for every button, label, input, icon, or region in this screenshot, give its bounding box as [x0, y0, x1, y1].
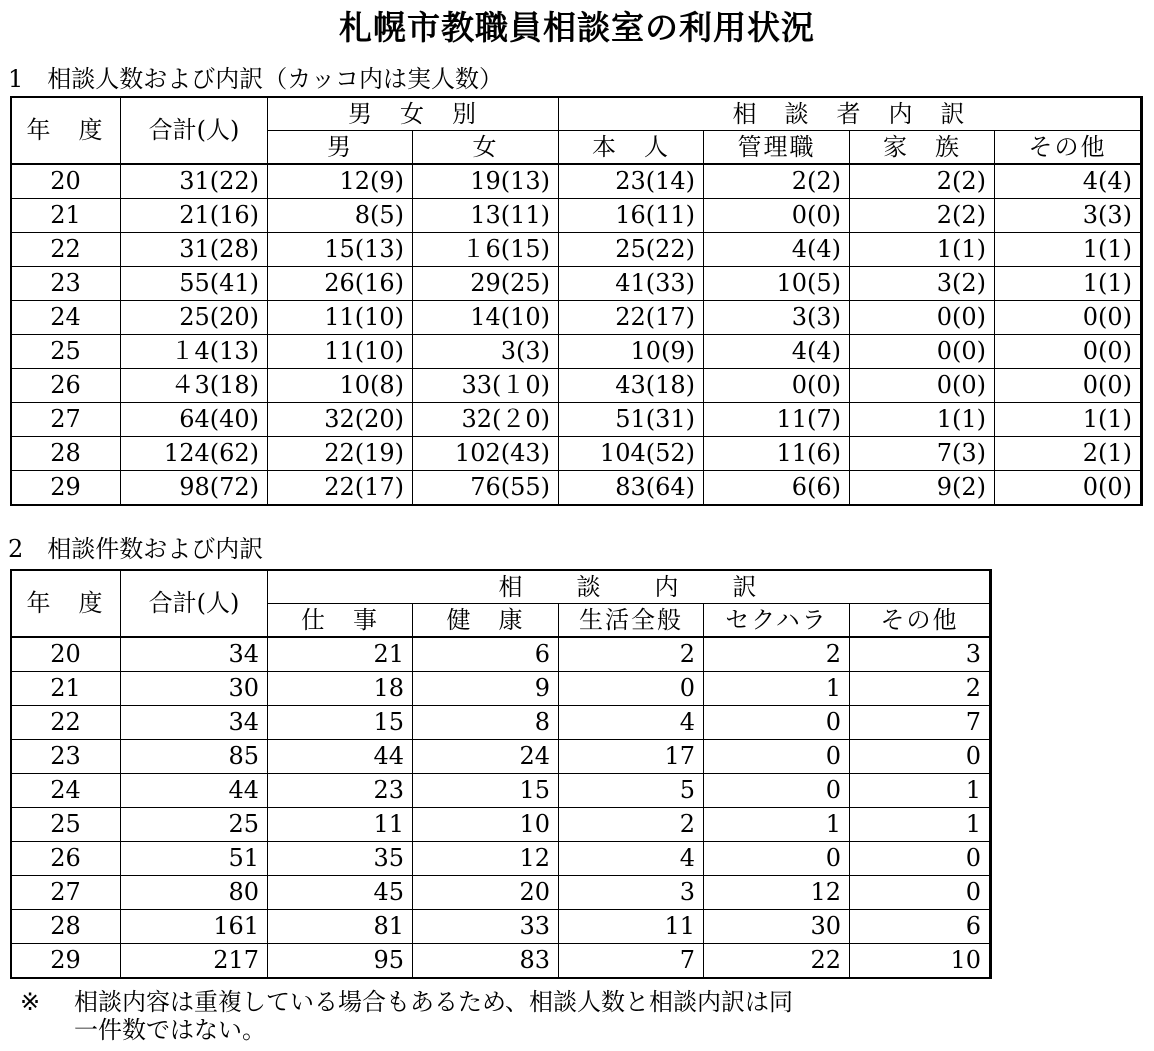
- cell-health: 8: [413, 706, 559, 740]
- consultation-cases-table: [10, 570, 990, 978]
- cell-health: 83: [413, 944, 559, 978]
- consultation-people-table: [10, 97, 1141, 505]
- table-row: [11, 774, 990, 808]
- table-row: [11, 672, 990, 706]
- cell-year: 29: [11, 471, 121, 505]
- cell-year: 20: [11, 637, 121, 672]
- header-gender-group: 男 女 別: [268, 98, 559, 131]
- cell-work: 81: [268, 910, 413, 944]
- cell-life: 4: [559, 842, 704, 876]
- cell-other: 1(1): [995, 267, 1141, 301]
- cell-female: 32(２0): [413, 403, 559, 437]
- cell-year: 25: [11, 808, 121, 842]
- cell-harassment: 30: [704, 910, 850, 944]
- cell-harassment: 1: [704, 808, 850, 842]
- cell-total: ４3(18): [121, 369, 268, 403]
- table-row: [11, 335, 1141, 369]
- cell-life: 2: [559, 637, 704, 672]
- cell-female: 13(11): [413, 199, 559, 233]
- cell-year: 23: [11, 267, 121, 301]
- cell-family: 7(3): [850, 437, 995, 471]
- footnote-mark: ※: [20, 988, 41, 1016]
- table-row: [11, 437, 1141, 471]
- cell-female: 33(１0): [413, 369, 559, 403]
- cell-total: 98(72): [121, 471, 268, 505]
- cell-total: 85: [121, 740, 268, 774]
- cell-year: 28: [11, 437, 121, 471]
- cell-health: 9: [413, 672, 559, 706]
- cell-other: 0(0): [995, 301, 1141, 335]
- cell-year: 29: [11, 944, 121, 978]
- cell-family: 2(2): [850, 199, 995, 233]
- cell-life: 2: [559, 808, 704, 842]
- cell-self: 16(11): [559, 199, 704, 233]
- header-male: 男: [268, 131, 413, 165]
- cell-work: 18: [268, 672, 413, 706]
- cell-total: 55(41): [121, 267, 268, 301]
- header-family: 家 族: [850, 131, 995, 165]
- cell-male: 15(13): [268, 233, 413, 267]
- cell-self: 41(33): [559, 267, 704, 301]
- cell-work: 23: [268, 774, 413, 808]
- cell-manager: 0(0): [704, 199, 850, 233]
- cell-self: 43(18): [559, 369, 704, 403]
- cell-total: 51: [121, 842, 268, 876]
- cell-year: 21: [11, 672, 121, 706]
- cell-total: 80: [121, 876, 268, 910]
- cell-manager: 2(2): [704, 164, 850, 199]
- cell-male: 11(10): [268, 335, 413, 369]
- cell-total: 64(40): [121, 403, 268, 437]
- footnote-line2: 一件数ではない。: [74, 1016, 266, 1044]
- table-row: [11, 944, 990, 978]
- cell-year: 20: [11, 164, 121, 199]
- cell-total: 25(20): [121, 301, 268, 335]
- cell-harassment: 22: [704, 944, 850, 978]
- cell-total: 34: [121, 706, 268, 740]
- cell-male: 8(5): [268, 199, 413, 233]
- cell-male: 22(19): [268, 437, 413, 471]
- cell-life: 3: [559, 876, 704, 910]
- header-harassment: セクハラ: [704, 604, 850, 638]
- cell-other: 1: [850, 774, 990, 808]
- header-self: 本 人: [559, 131, 704, 165]
- cell-total: 21(16): [121, 199, 268, 233]
- cell-harassment: 1: [704, 672, 850, 706]
- cell-other: 10: [850, 944, 990, 978]
- cell-year: 26: [11, 842, 121, 876]
- cell-health: 15: [413, 774, 559, 808]
- cell-year: 21: [11, 199, 121, 233]
- cell-female: 19(13): [413, 164, 559, 199]
- cell-total: 124(62): [121, 437, 268, 471]
- cell-other: 4(4): [995, 164, 1141, 199]
- cell-manager: 3(3): [704, 301, 850, 335]
- header-health: 健 康: [413, 604, 559, 638]
- table-row: [11, 267, 1141, 301]
- cell-life: 4: [559, 706, 704, 740]
- cell-total: 217: [121, 944, 268, 978]
- table-row: [11, 369, 1141, 403]
- cell-year: 24: [11, 301, 121, 335]
- cell-year: 22: [11, 706, 121, 740]
- cell-male: 32(20): [268, 403, 413, 437]
- cell-year: 24: [11, 774, 121, 808]
- cell-manager: 11(6): [704, 437, 850, 471]
- header-work: 仕 事: [268, 604, 413, 638]
- cell-female: 29(25): [413, 267, 559, 301]
- table-row: [11, 164, 1141, 199]
- cell-total: 161: [121, 910, 268, 944]
- cell-family: 2(2): [850, 164, 995, 199]
- cell-life: 7: [559, 944, 704, 978]
- cell-male: 22(17): [268, 471, 413, 505]
- cell-manager: 4(4): [704, 335, 850, 369]
- cell-self: 22(17): [559, 301, 704, 335]
- cell-health: 33: [413, 910, 559, 944]
- cell-year: 22: [11, 233, 121, 267]
- cell-family: 3(2): [850, 267, 995, 301]
- header-female: 女: [413, 131, 559, 165]
- cell-manager: 4(4): [704, 233, 850, 267]
- cell-other: 0: [850, 740, 990, 774]
- cell-other: 0(0): [995, 335, 1141, 369]
- cell-harassment: 2: [704, 637, 850, 672]
- footnote-line1: 相談内容は重複している場合もあるため、相談人数と相談内訳は同: [74, 988, 794, 1016]
- header-year: 年 度: [11, 571, 121, 638]
- table-row: [11, 706, 990, 740]
- cell-year: 27: [11, 403, 121, 437]
- cell-family: 0(0): [850, 335, 995, 369]
- table-row: [11, 471, 1141, 505]
- table-row: [11, 199, 1141, 233]
- cell-life: 5: [559, 774, 704, 808]
- cell-total: １4(13): [121, 335, 268, 369]
- cell-other: 2: [850, 672, 990, 706]
- header-year: 年 度: [11, 98, 121, 165]
- cell-manager: 6(6): [704, 471, 850, 505]
- cell-total: 30: [121, 672, 268, 706]
- cell-other: 6: [850, 910, 990, 944]
- cell-work: 45: [268, 876, 413, 910]
- cell-total: 31(22): [121, 164, 268, 199]
- cell-work: 11: [268, 808, 413, 842]
- cell-male: 26(16): [268, 267, 413, 301]
- cell-health: 10: [413, 808, 559, 842]
- cell-health: 24: [413, 740, 559, 774]
- header-manager: 管理職: [704, 131, 850, 165]
- header-other: その他: [995, 131, 1141, 165]
- table-row: [11, 301, 1141, 335]
- cell-other: 7: [850, 706, 990, 740]
- table-row: [11, 637, 990, 672]
- cell-female: 3(3): [413, 335, 559, 369]
- cell-life: 0: [559, 672, 704, 706]
- cell-total: 25: [121, 808, 268, 842]
- cell-manager: 11(7): [704, 403, 850, 437]
- cell-family: 9(2): [850, 471, 995, 505]
- cell-female: 14(10): [413, 301, 559, 335]
- header-breakdown-group: 相 談 者 内 訳: [559, 98, 1141, 131]
- cell-self: 51(31): [559, 403, 704, 437]
- cell-work: 95: [268, 944, 413, 978]
- cell-other: 1: [850, 808, 990, 842]
- cell-self: 10(9): [559, 335, 704, 369]
- cell-self: 25(22): [559, 233, 704, 267]
- cell-harassment: 0: [704, 706, 850, 740]
- cell-health: 6: [413, 637, 559, 672]
- cell-manager: 10(5): [704, 267, 850, 301]
- cell-self: 83(64): [559, 471, 704, 505]
- cell-other: 2(1): [995, 437, 1141, 471]
- cell-female: 76(55): [413, 471, 559, 505]
- header-other: その他: [850, 604, 990, 638]
- table-row: [11, 233, 1141, 267]
- cell-family: 0(0): [850, 301, 995, 335]
- cell-work: 44: [268, 740, 413, 774]
- cell-family: 1(1): [850, 233, 995, 267]
- table-row: [11, 740, 990, 774]
- table-row: [11, 808, 990, 842]
- cell-other: 0: [850, 842, 990, 876]
- cell-male: 10(8): [268, 369, 413, 403]
- cell-year: 28: [11, 910, 121, 944]
- cell-year: 23: [11, 740, 121, 774]
- cell-other: 1(1): [995, 233, 1141, 267]
- cell-life: 17: [559, 740, 704, 774]
- cell-family: 0(0): [850, 369, 995, 403]
- cell-life: 11: [559, 910, 704, 944]
- cell-year: 25: [11, 335, 121, 369]
- table-row: [11, 842, 990, 876]
- cell-other: 0(0): [995, 369, 1141, 403]
- cell-other: 3(3): [995, 199, 1141, 233]
- cell-total: 44: [121, 774, 268, 808]
- header-life: 生活全般: [559, 604, 704, 638]
- cell-health: 12: [413, 842, 559, 876]
- cell-total: 34: [121, 637, 268, 672]
- table-row: [11, 910, 990, 944]
- cell-work: 15: [268, 706, 413, 740]
- section1-heading: 1 相談人数および内訳（カッコ内は実人数）: [8, 65, 504, 93]
- cell-harassment: 0: [704, 740, 850, 774]
- cell-harassment: 12: [704, 876, 850, 910]
- cell-male: 12(9): [268, 164, 413, 199]
- cell-year: 26: [11, 369, 121, 403]
- cell-female: 102(43): [413, 437, 559, 471]
- cell-work: 35: [268, 842, 413, 876]
- cell-female: １6(15): [413, 233, 559, 267]
- cell-self: 23(14): [559, 164, 704, 199]
- cell-other: 3: [850, 637, 990, 672]
- section2-heading: 2 相談件数および内訳: [8, 535, 264, 563]
- cell-family: 1(1): [850, 403, 995, 437]
- cell-manager: 0(0): [704, 369, 850, 403]
- table-row: [11, 876, 990, 910]
- cell-work: 21: [268, 637, 413, 672]
- header-total: 合計(人): [121, 98, 268, 165]
- cell-harassment: 0: [704, 774, 850, 808]
- cell-self: 104(52): [559, 437, 704, 471]
- cell-other: 1(1): [995, 403, 1141, 437]
- cell-year: 27: [11, 876, 121, 910]
- cell-harassment: 0: [704, 842, 850, 876]
- cell-health: 20: [413, 876, 559, 910]
- header-total: 合計(人): [121, 571, 268, 638]
- cell-total: 31(28): [121, 233, 268, 267]
- cell-male: 11(10): [268, 301, 413, 335]
- cell-other: 0: [850, 876, 990, 910]
- cell-other: 0(0): [995, 471, 1141, 505]
- page-title: 札幌市教職員相談室の利用状況: [339, 8, 815, 47]
- header-breakdown-group: 相 談 内 訳: [268, 571, 990, 604]
- table-row: [11, 403, 1141, 437]
